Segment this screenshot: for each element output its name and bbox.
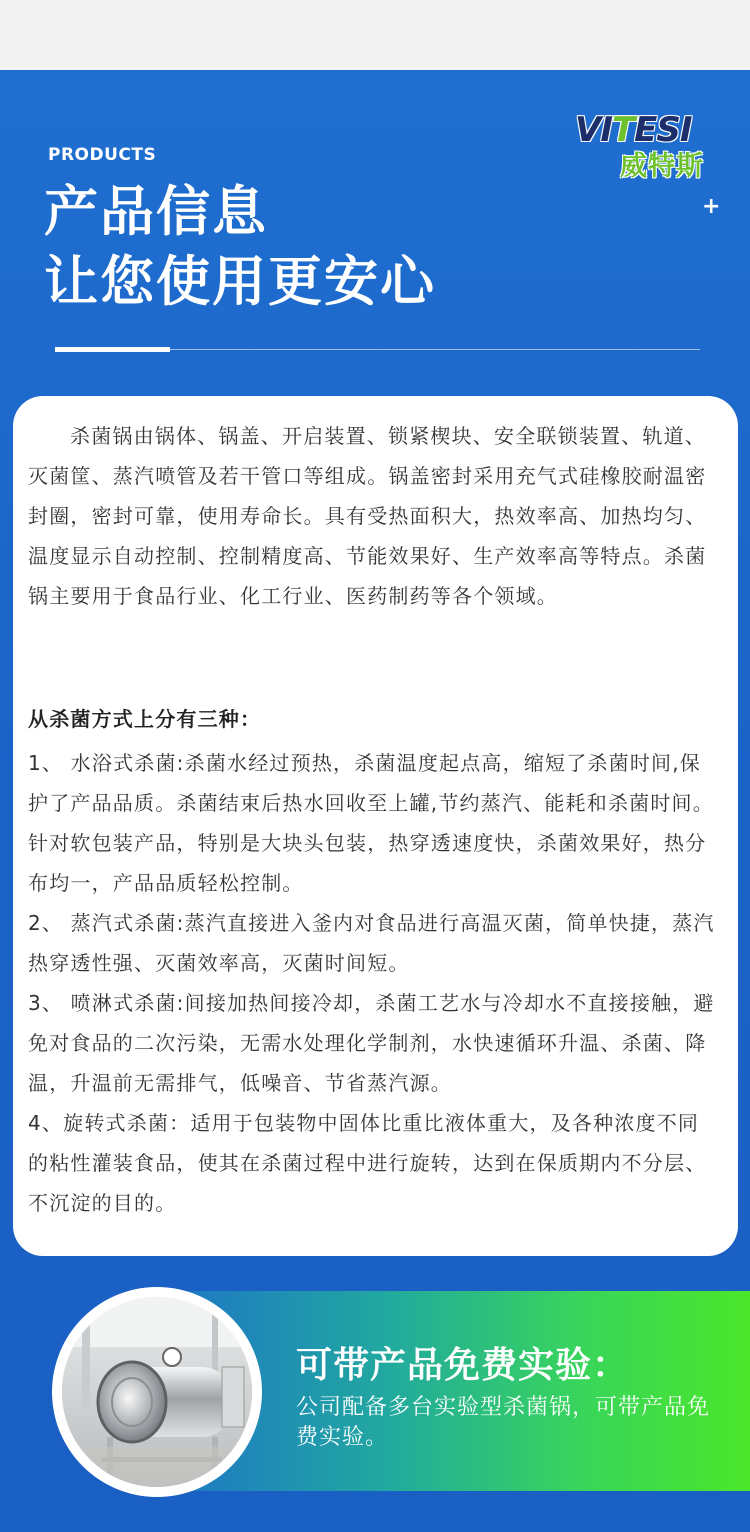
logo-chinese-name: 威特斯 — [620, 151, 704, 182]
method-item-4: 4、旋转式杀菌：适用于包装物中固体比重比液体重大，及各种浓度不同的粘性灌装食品，使其在杀菌过程中进行旋转，达到在保质期内不分层、不沉淀的目的。 — [28, 1111, 707, 1215]
intro-paragraph: 杀菌锅由锅体、锅盖、开启装置、锁紧楔块、安全联锁装置、轨道、灭菌筐、蒸汽喷管及若干管口等组成。锅盖密封采用充气式硅橡胶耐温密封圈，密封可靠，使用寿命长。具有受热面积大，热效率高、加热均匀、温度显示自动控制、控制精度高、节能效果好、生产效率高等特点。杀菌锅主要用于食品行业、化工行业、医药制药等各个领域。 — [28, 424, 707, 608]
page-title-line1: 产品信息 — [44, 180, 268, 243]
methods-list — [28, 743, 718, 1223]
method-item-2: 2、 蒸汽式杀菌:蒸汽直接进入釜内对食品进行高温灭菌，简单快捷，蒸汽热穿透性强、灭菌效率高，灭菌时间短。 — [28, 911, 715, 975]
section-eyebrow: PRODUCTS — [48, 145, 157, 165]
banner-text: 公司配备多台实验型杀菌锅，可带产品免费实验。 — [296, 1395, 711, 1450]
method-item-3: 3、 喷淋式杀菌:间接加热间接冷却，杀菌工艺水与冷却水不直接接触，避免对食品的二次污染，无需水处理化学制剂，水快速循环升温、杀菌、降温，升温前无需排气，低噪音、节省蒸汽源。 — [28, 991, 715, 1095]
method-item-1: 1、 水浴式杀菌:杀菌水经过预热，杀菌温度起点高，缩短了杀菌时间,保护了产品品质。杀菌结束后热水回收至上罐,节约蒸汽、能耗和杀菌时间。针对软包装产品，特别是大块头包装，热穿透速度快，杀菌效果好，热分布均一，产品品质轻松控制。 — [28, 751, 714, 895]
sterilizer-photo — [62, 1297, 252, 1487]
brand-logo — [575, 110, 735, 180]
top-strip — [0, 0, 750, 70]
sterilizer-illustration — [62, 1297, 252, 1487]
page-title-line2: 让您使用更安心 — [44, 250, 436, 313]
plus-icon: + — [702, 194, 721, 219]
logo-wordmark: VITESI — [575, 110, 692, 150]
banner-title: 可带产品免费实验： — [296, 1345, 630, 1386]
divider-accent — [55, 347, 170, 352]
methods-heading: 从杀菌方式上分有三种： — [28, 707, 262, 731]
